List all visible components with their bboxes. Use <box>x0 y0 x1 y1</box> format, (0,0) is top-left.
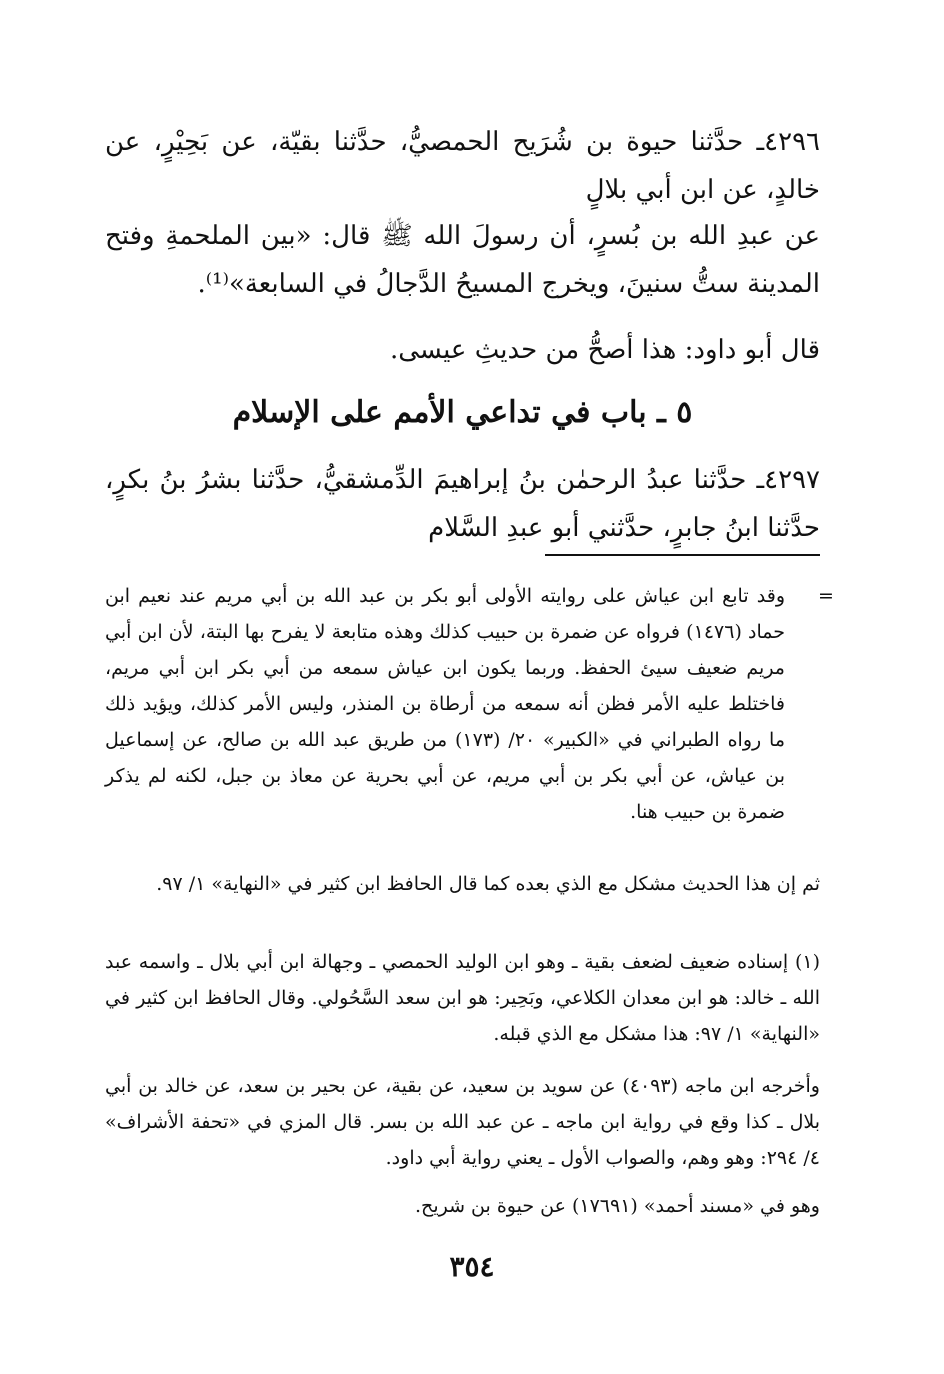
footnote-continued-paragraph-1: وقد تابع ابن عياش على روايته الأولى أبو بكر بن عبد الله بن أبي مريم عند نعيم ابن حماد (١٤٧٦) فرواه عن ضمرة بن حبيب كذلك وهذه متابعة لا يفرح بها البتة، لأن ابن أبي مريم ضعيف سيئ الحفظ. وربما يكون ابن عياش سمعه من أبي بكر ابن أبي مريم، فاختلط عليه الأمر فظن أنه سمعه من أرطاة بن المنذر، وليس الأمر كذلك، ويؤيد ذلك ما رواه الطبراني في «الكبير» ٢٠/ (١٧٣) من طريق عبد الله بن صالح، عن إسماعيل بن عياش، عن أبي بكر بن أبي مريم، عن أبي بحرية عن معاذ بن جبل، لكنه لم يذكر ضمرة بن حبيب هنا. <box>105 585 785 823</box>
hadith-4297-isnad: ٤٢٩٧ـ حدَّثنا عبدُ الرحمٰن بنُ إبراهيمَ الدِّمشقيُّ، حدَّثنا بشرُ بنُ بكرٍ، حدَّثنا ابنُ جابرٍ، حدَّثني أبو عبدِ السَّلام <box>105 465 820 543</box>
hadith-4296-isnad: ٤٢٩٦ـ حدَّثنا حيوة بن شُرَيح الحمصيُّ، حدَّثنا بقيّة، عن بَحِيْرٍ، عن خالدٍ، عن ابن أبي بلالٍ <box>105 127 820 205</box>
footnote-1: (١) إسناده ضعيف لضعف بقية ـ وهو ابن الوليد الحمصي ـ وجهالة ابن أبي بلال ـ واسمه عبد الله ـ خالد: هو ابن معدان الكلاعي، وبَحِير: هو ابن سعد السَّحُولي. وقال الحافظ ابن كثير في «النهاية» ١/ ٩٧: هذا مشكل مع الذي قبله. <box>105 951 820 1045</box>
abu-dawud-comment: قال أبو داود: هذا أصحُّ من حديثِ عيسى. <box>389 335 820 365</box>
footnote-continued-paragraph-2: ثم إن هذا الحديث مشكل مع الذي بعده كما قال الحافظ ابن كثير في «النهاية» ١/ ٩٧. <box>156 873 820 895</box>
footnote-separator <box>545 554 820 556</box>
hadith-4296-matn: عن عبدِ الله بن بُسرٍ، أن رسولَ الله ﷺ قال: «بين الملحمةِ وفتح المدينة ستُّ سنينَ، ويخرج المسيحُ الدَّجالُ في السابعة»⁽¹⁾. <box>105 221 820 299</box>
footnote-1-takhrij: وأخرجه ابن ماجه (٤٠٩٣) عن سويد بن سعيد، عن بقية، عن بحير بن سعد، عن خالد بن أبي بلال ـ كذا وقع في رواية ابن ماجه ـ عن عبد الله بن بسر. قال المزي في «تحفة الأشراف» ٤/ ٢٩٤: وهو وهم، والصواب الأول ـ يعني رواية أبي داود. <box>105 1075 820 1169</box>
chapter-heading: ٥ ـ باب في تداعي الأمم على الإسلام <box>232 395 693 430</box>
page-number: ٣٥٤ <box>449 1250 495 1283</box>
footnote-1-musnad: وهو في «مسند أحمد» (١٧٦٩١) عن حيوة بن شريح. <box>415 1195 820 1217</box>
footnote-continuation-marker: = <box>818 585 834 607</box>
